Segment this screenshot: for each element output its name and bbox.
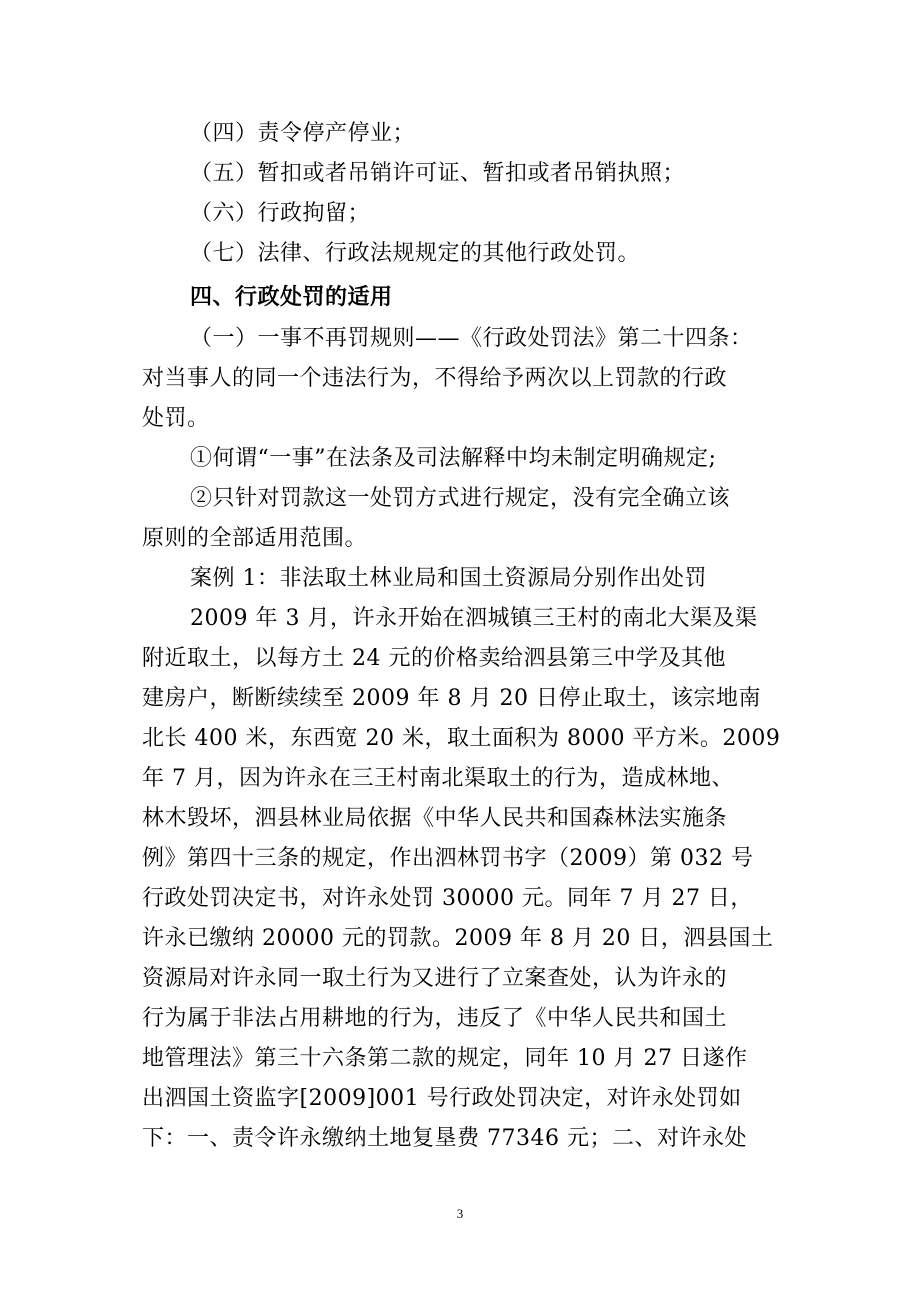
section-heading: 四、行政处罚的适用 — [190, 284, 393, 310]
paragraph-line: 处罚。 — [142, 406, 210, 431]
case-title: 案例 1：非法取土林业局和国土资源局分别作出处罚 — [190, 566, 707, 591]
paragraph-line: 地管理法》第三十六条第二款的规定，同年 10 月 27 日遂作 — [142, 1046, 748, 1071]
paragraph-line: （一）一事不再罚规则——《行政处罚法》第二十四条： — [190, 326, 753, 351]
paragraph-line: 附近取土，以每方土 24 元的价格卖给泗县第三中学及其他 — [142, 646, 726, 671]
paragraph-line: 对当事人的同一个违法行为，不得给予两次以上罚款的行政 — [142, 366, 728, 391]
paragraph-line: 北长 400 米，东西宽 20 米，取土面积为 8000 平方米。2009 — [142, 726, 781, 751]
paragraph-line: ①何谓“一事”在法条及司法解释中均未制定明确规定; — [190, 446, 717, 471]
paragraph-line: 出泗国土资监字[2009]001 号行政处罚决定，对许永处罚如 — [142, 1086, 742, 1111]
paragraph-line: 行为属于非法占用耕地的行为，违反了《中华人民共和国土 — [142, 1006, 728, 1031]
paragraph-line: 2009 年 3 月，许永开始在泗城镇三王村的南北大渠及渠 — [190, 606, 758, 631]
page-number: 3 — [456, 1206, 464, 1221]
list-item-7: （七）法律、行政法规规定的其他行政处罚。 — [190, 241, 641, 266]
list-item-4: （四）责令停产停业； — [190, 121, 416, 146]
paragraph-line: 行政处罚决定书，对许永处罚 30000 元。同年 7 月 27 日， — [142, 886, 753, 911]
paragraph-line: ②只针对罚款这一处罚方式进行规定，没有完全确立该 — [190, 486, 731, 511]
paragraph-line: 原则的全部适用范围。 — [142, 526, 368, 551]
paragraph-line: 下：一、责令许永缴纳土地复垦费 77346 元；二、对许永处 — [142, 1126, 747, 1151]
paragraph-line: 资源局对许永同一取土行为又进行了立案查处，认为许永的 — [142, 966, 728, 991]
paragraph-line: 例》第四十三条的规定，作出泗林罚书字（2009）第 032 号 — [142, 846, 754, 871]
paragraph-line: 林木毁坏，泗县林业局依据《中华人民共和国森林法实施条 — [142, 806, 728, 831]
paragraph-line: 许永已缴纳 20000 元的罚款。2009 年 8 月 20 日，泗县国土 — [142, 926, 774, 951]
paragraph-line: 建房户，断断续续至 2009 年 8 月 20 日停止取土，该宗地南 — [142, 686, 761, 711]
list-item-5: （五）暂扣或者吊销许可证、暂扣或者吊销执照； — [190, 161, 686, 186]
paragraph-line: 年 7 月，因为许永在三王村南北渠取土的行为，造成林地、 — [142, 766, 734, 791]
list-item-6: （六）行政拘留； — [190, 201, 371, 226]
